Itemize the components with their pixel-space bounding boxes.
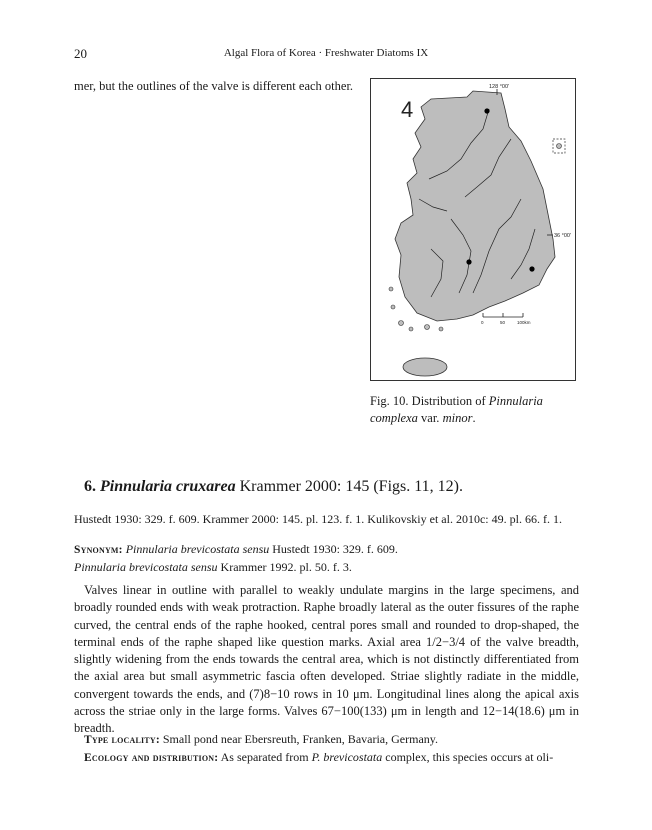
- ulleung-island: [557, 144, 562, 149]
- ecology-distribution: [84, 750, 584, 765]
- occurrence-point: [466, 259, 471, 264]
- caption-prefix: Fig. 10. Distribution of: [370, 394, 489, 408]
- scale-label-50: 50: [500, 320, 506, 325]
- ecology-text-before: As separated from: [218, 750, 312, 764]
- ecology-label: Ecology and distribution:: [84, 752, 219, 764]
- synonym-ref-2: Krammer 1992. pl. 50. f. 3.: [217, 560, 352, 574]
- synonym-ref-1: Hustedt 1930: 329. f. 609.: [269, 542, 398, 556]
- latitude-label: 36 °00': [554, 233, 572, 239]
- synonym-taxon-2: Pinnularia brevicostata sensu: [74, 560, 218, 574]
- continued-paragraph: mer, but the outlines of the valve is different each other.: [74, 79, 354, 93]
- references-line: Hustedt 1930: 329. f. 609. Krammer 2000: 145. pl. 123. f. 1. Kulikovskiy et al. 2010c: 49. pl. 66. f. 1.: [74, 512, 562, 526]
- type-locality-label: Type locality:: [84, 734, 160, 746]
- ecology-text-after: complex, this species occurs at oli-: [382, 750, 554, 764]
- mainland-shape: [395, 91, 555, 321]
- korea-map: [371, 79, 575, 380]
- synonym-label: Synonym:: [74, 544, 123, 556]
- running-title: Algal Flora of Korea · Freshwater Diatoms IX: [223, 47, 429, 59]
- type-locality-text: Small pond near Ebersreuth, Franken, Bavaria, Germany.: [159, 732, 438, 746]
- longitude-label: 128 °00': [489, 84, 510, 90]
- species-name: Pinnularia cruxarea: [100, 478, 236, 495]
- caption-variety: minor: [442, 411, 473, 425]
- jeju-island: [403, 358, 447, 376]
- figure-caption: [370, 393, 580, 427]
- distribution-map-figure: [370, 78, 576, 381]
- occurrence-point: [529, 266, 534, 271]
- caption-suffix: var.: [417, 411, 443, 425]
- scale-label-100: 100km: [517, 320, 531, 325]
- type-locality: [84, 732, 584, 747]
- scale-label-0: 0: [481, 320, 484, 325]
- description-paragraph: Valves linear in outline with parallel to weakly undulate margins in the large specimens, and broadly rounded ends with weak protraction. Raphe broadly lateral as the outer fissures of the raphe curved, the central ends of the raphe hooked, central pores small and rounded to drop-shaped, the terminal ends of the raphe shaped like question marks. Axial area 1/2−3/4 of the valve breadth, slightly widening from the ends towards the central area, which is not distinctly differentiated from the axial area but small asymmetric fascia often developed. Striae slightly radiate in the middle, convergent towards the ends, and (7)8−10 rows in 10 μm. Longitudinal lines along the apical axis across the striae only in the large forms. Valves 67−100(133) μm in length and 12−14(18.6) μm in breadth.: [74, 583, 579, 736]
- species-authority: Krammer 2000: 145 (Figs. 11, 12).: [235, 478, 463, 495]
- synonym-taxon-1: Pinnularia brevicostata sensu: [125, 542, 270, 556]
- caption-end: .: [472, 411, 476, 425]
- scale-bar: [483, 313, 523, 317]
- ecology-taxon: P. brevicostata: [311, 750, 383, 764]
- page-number: 20: [74, 46, 87, 61]
- species-number: 6.: [84, 478, 96, 495]
- panel-number: 4: [401, 97, 414, 122]
- occurrence-point: [484, 108, 489, 113]
- synonyms-block: [74, 541, 584, 576]
- caption-taxon: Pinnularia complexa: [370, 394, 543, 425]
- species-heading: [84, 478, 463, 496]
